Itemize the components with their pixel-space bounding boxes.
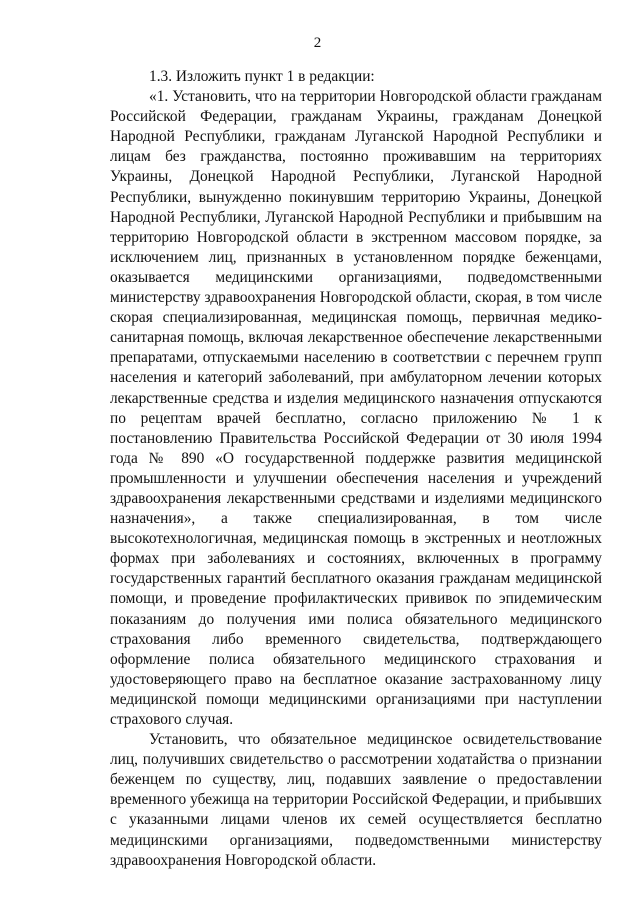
paragraph-amendment-intro: 1.3. Изложить пункт 1 в редакции: [149,68,375,85]
paragraph-medical-examination: Установить, что обязательное медицинское освидетельствование лиц, получивших свидетельство о рассмотрении ходатайства о признании беженцем по существу, лиц, подавших заявление о предоставлении временного убежища на территории Российской Федерации, и прибывших с указанными лицами членов их семей осуществляется бесплатно медицинскими организациями, подведомственными министерству здравоохранения Новгородской области. [110,731,602,869]
document-body [110,67,602,871]
paragraph-point-1: «1. Установить, что на территории Новгородской области гражданам Российской Федерации, гражданам Украины, гражданам Донецкой Народной Республики, гражданам Луганской Народной Республики и лицам без гражданства, постоянно проживавшим на территориях Украины, Донецкой Народной Республики, Луганской Народной Республики, вынужденно покинувшим территорию Украины, Донецкой Народной Республики, Луганской Народной Республики и прибывшим на территорию Новгородской области в экстренном массовом порядке, за исключением лиц, признанных в установленном порядке беженцами, оказывается медицинскими организациями, подведомственными министерству здравоохранения Новгородской области, скорая, в том числе скорая специализированная, медицинская помощь, первичная медико-санитарная помощь, включая лекарственное обеспечение лекарственными препаратами, отпускаемыми населению в соответствии с перечнем групп населения и категорий заболеваний, при амбулаторном лечении которых лекарственные средства и изделия медицинского назначения отпускаются по рецептам врачей бесплатно, согласно приложению № 1 к постановлению Правительства Российской Федерации от 30 июля 1994 года № 890 «О государственной поддержке развития медицинской промышленности и улучшении обеспечения населения и учреждений здравоохранения лекарственными средствами и изделиями медицинского назначения», а также специализированная, в том числе высокотехнологичная, медицинская помощь в экстренных и неотложных формах при заболеваниях и состояниях, включенных в программу государственных гарантий бесплатного оказания гражданам медицинской помощи, и проведение профилактических прививок по эпидемическим показаниям до получения ими полиса обязательного медицинского страхования либо временного свидетельства, подтверждающего оформление полиса обязательного медицинского страхования и удостоверяющего право на бесплатное оказание застрахованному лицу медицинской помощи медицинскими организациями при наступлении страхового случая. [110,88,602,728]
page-number: 2 [313,35,322,51]
